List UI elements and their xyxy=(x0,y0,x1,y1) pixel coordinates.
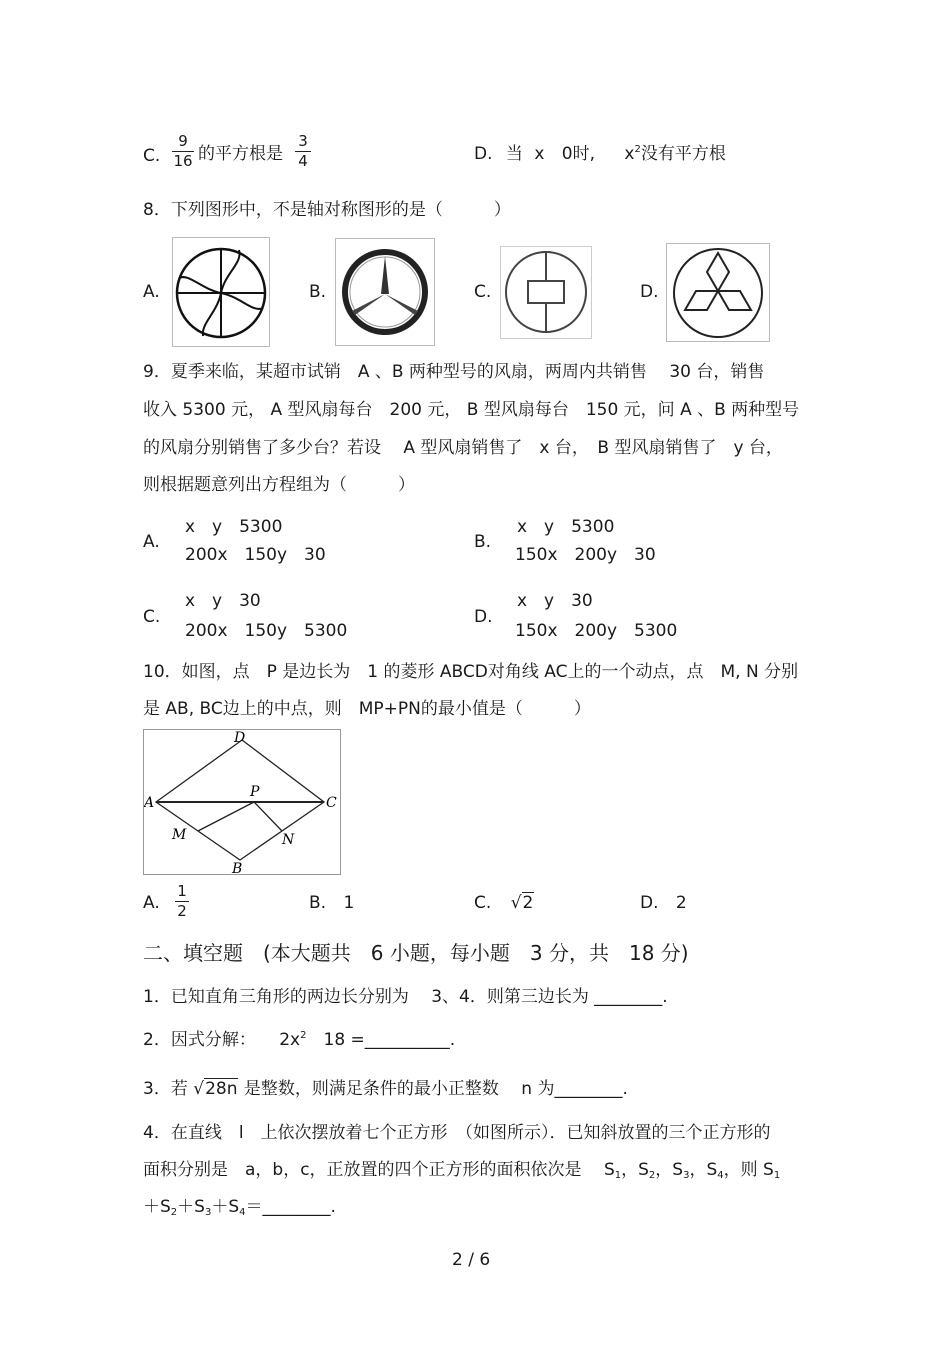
q10-b-option xyxy=(309,895,354,912)
fill-q3 xyxy=(143,1081,628,1098)
fill-q3-radicand: 28n xyxy=(205,1079,238,1099)
q9-option-c-label: C. xyxy=(143,607,161,627)
q10-c-radicand: 2 xyxy=(522,893,534,913)
q9-line-4: 则根据题意列出方程组为（ ） xyxy=(143,475,415,495)
fill-q4-tail: ＝________. xyxy=(245,1197,336,1217)
pinwheel-figure xyxy=(173,238,269,346)
fill-q4-line-1: 4．在直线 l 上依次摆放着七个正方形 （如图所示）．已知斜放置的三个正方形的 xyxy=(143,1123,771,1143)
q9-line-3: 的风扇分别销售了多少台？若设 A 型风扇销售了 x 台， B 型风扇销售了 y 台， xyxy=(143,438,783,458)
numerator: 1 xyxy=(177,882,187,900)
q9-option-b-label: B. xyxy=(474,532,492,552)
circle-rectangle-figure xyxy=(501,247,591,338)
q9-line-2: 收入 5300 元， A 型风扇每台 200 元， B 型风扇每台 150 元，问 A 、B 两种型号 xyxy=(143,400,800,420)
section-2-title: 二、填空题 (本大题共 6 小题，每小题 3 分，共 18 分) xyxy=(143,941,689,965)
q10-line-1: 10．如图，点 P 是边长为 1 的菱形 ABCD对角线 AC上的一个动点，点 M, N 分别 xyxy=(143,662,799,682)
q8-label-b: B. xyxy=(309,282,327,302)
fill-q2-expr-a: 2x xyxy=(279,1030,301,1050)
q8-figure-a xyxy=(172,237,270,347)
s3-subscript: 3 xyxy=(683,1170,690,1181)
denominator: 4 xyxy=(298,152,308,170)
q7-d-zero: 0时, xyxy=(561,144,596,164)
q8-figure-b xyxy=(335,238,435,346)
q10-d-label: D. xyxy=(640,893,659,913)
q8-label-c: C. xyxy=(474,282,492,302)
q10-b-label: B. xyxy=(309,893,327,913)
q9-option-a-label: A. xyxy=(143,532,160,552)
s1-subscript-2: 1 xyxy=(773,1170,781,1181)
q7-d-text1: 当 xyxy=(505,144,523,164)
q10-b-value: 1 xyxy=(343,893,355,913)
point-m: M xyxy=(172,827,187,843)
fill-q4-line-2-text: 面积分别是 a，b，c，正放置的四个正方形的面积依次是 S xyxy=(143,1160,615,1180)
fill-q2-sup: 2 xyxy=(300,1030,307,1041)
fill-q4-line-3: ＋S2＋S3＋S4＝________. xyxy=(143,1197,336,1218)
q9-option-a-eq2: 200x 150y 30 xyxy=(185,545,326,565)
q9-line-1: 9．夏季来临，某超市试销 A 、B 两种型号的风扇，两周内共销售 30 台，销售 xyxy=(143,362,765,382)
q7-d-sup: 2 xyxy=(634,144,641,155)
page-number: 2 / 6 xyxy=(452,1250,491,1270)
s3-subscript-2: 3 xyxy=(204,1207,212,1218)
q9-option-a-eq1: x y 5300 xyxy=(185,517,283,537)
q10-line-2: 是 AB, BC边上的中点，则 MP+PN的最小值是（ ） xyxy=(143,699,591,719)
q9-option-b-eq1: x y 5300 xyxy=(517,517,615,537)
q7-d-x: x xyxy=(534,144,545,164)
q8-figure-d xyxy=(666,243,770,342)
numerator: 3 xyxy=(298,132,308,150)
q9-option-d-eq2: 150x 200y 5300 xyxy=(515,621,678,641)
vertex-b: B xyxy=(232,861,243,874)
fill-q3-suffix: 是整数，则满足条件的最小正整数 n 为________. xyxy=(243,1079,628,1099)
fill-q1: 1．已知直角三角形的两边长分别为 3、4．则第三边长为 ________. xyxy=(143,987,668,1007)
q9-option-d-eq1: x y 30 xyxy=(517,591,593,611)
point-p: P xyxy=(250,784,260,800)
three-diamonds-figure xyxy=(667,244,769,341)
q8-stem: 8．下列图形中，不是轴对称图形的是（ ） xyxy=(143,200,511,220)
q10-a-fraction xyxy=(175,884,189,919)
q7-c-label: C. xyxy=(143,146,161,166)
q10-c-option xyxy=(474,895,534,912)
numerator: 9 xyxy=(178,132,188,150)
q10-d-option xyxy=(640,895,687,912)
q9-option-b-eq2: 150x 200y 30 xyxy=(515,545,656,565)
q8-figure-c xyxy=(500,246,592,339)
q10-c-label: C. xyxy=(474,893,492,913)
q7-d-x2: x xyxy=(624,144,635,164)
fill-q4-line-2: 面积分别是 a，b，c，正放置的四个正方形的面积依次是 S1，S2，S3，S4，则 S1 xyxy=(143,1160,781,1181)
vertex-c: C xyxy=(326,795,337,811)
q8-label-d: D. xyxy=(640,282,659,302)
fill-q3-prefix: 3．若 xyxy=(143,1079,188,1099)
fill-q2-prefix: 2．因式分解： xyxy=(143,1030,256,1050)
q7-d-option xyxy=(474,146,726,163)
fill-q2 xyxy=(143,1032,455,1049)
s4-subscript-2: 4 xyxy=(239,1207,246,1218)
vertex-d: D xyxy=(234,730,246,746)
denominator: 2 xyxy=(177,902,187,920)
sqrt-symbol: √ xyxy=(510,893,522,913)
q10-d-value: 2 xyxy=(675,893,687,913)
q7-d-text2: 没有平方根 xyxy=(640,144,726,164)
q7-d-label: D. xyxy=(474,144,493,164)
rhombus-diagram xyxy=(144,730,340,874)
q9-option-c-eq1: x y 30 xyxy=(185,591,261,611)
q10-rhombus-figure xyxy=(143,729,341,875)
q7-c-text: 的平方根是 xyxy=(198,144,283,164)
q9-option-c-eq2: 200x 150y 5300 xyxy=(185,621,348,641)
q10-a-label: A. xyxy=(143,893,160,913)
s1-subscript: 1 xyxy=(614,1170,622,1181)
point-n: N xyxy=(282,832,295,848)
fill-q2-expr-b: 18 =__________. xyxy=(306,1030,456,1050)
denominator: 16 xyxy=(173,152,193,170)
q7-c-fraction-1 xyxy=(172,134,194,169)
q8-label-a: A. xyxy=(143,282,160,302)
vertex-a: A xyxy=(144,795,155,811)
s2-subscript-2: 2 xyxy=(170,1207,178,1218)
s2-subscript: 2 xyxy=(648,1170,656,1181)
sqrt-symbol: √ xyxy=(193,1079,205,1099)
q7-c-fraction-2 xyxy=(295,134,311,169)
q9-option-d-label: D. xyxy=(474,607,493,627)
s4-subscript: 4 xyxy=(717,1170,724,1181)
three-pointed-star-figure xyxy=(336,239,434,345)
